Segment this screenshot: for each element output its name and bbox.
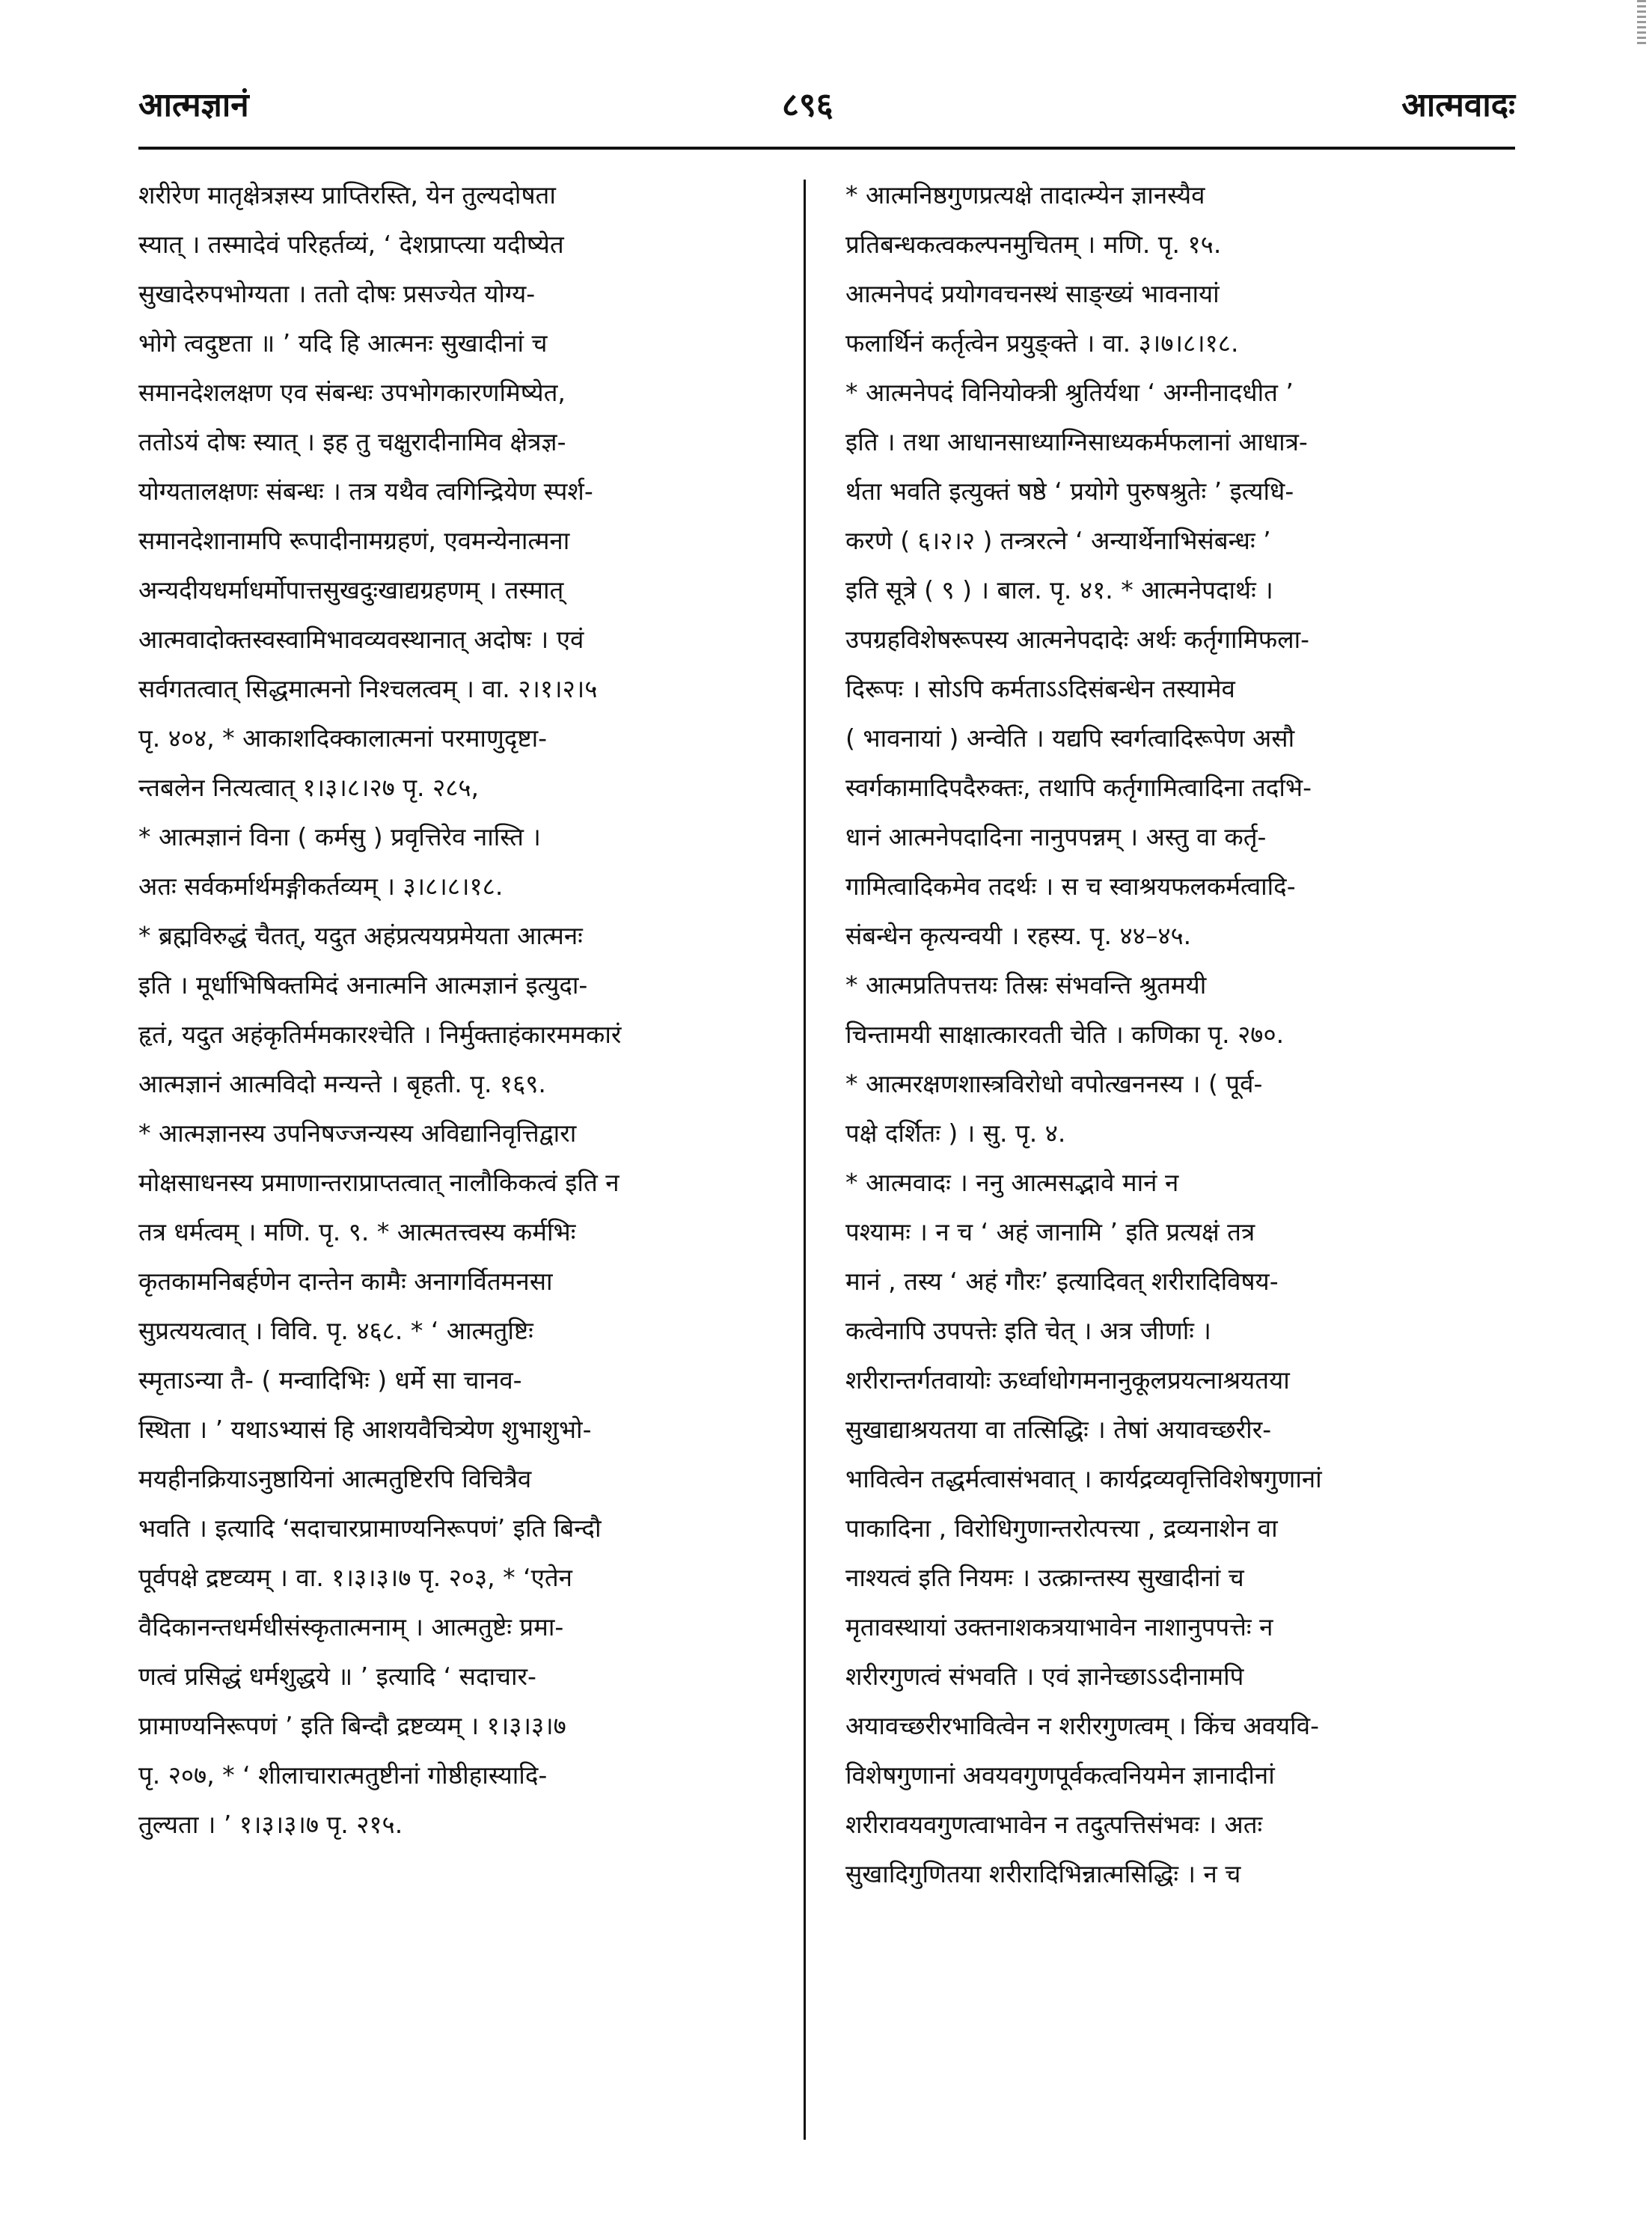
text-line: अतः सर्वकर्मार्थमङ्गीकर्तव्यम् । ३।८।८।१८. [138, 872, 504, 901]
text-line: तत्र धर्मत्वम् । मणि. पृ. ९. * आत्मतत्त्वस्य कर्मभिः [138, 1217, 576, 1246]
text-line: दिरूपः । सोऽपि कर्मताऽऽदिसंबन्धेन तस्यामेव [845, 674, 1235, 703]
text-line: धानं आत्मनेपदादिना नानुपपन्नम् । अस्तु वा कर्तृ- [845, 822, 1267, 851]
text-line: मोक्षसाधनस्य प्रमाणान्तराप्राप्तत्वात् नालौकिकत्वं इति न [138, 1168, 620, 1197]
text-line: अयावच्छरीरभावित्वेन न शरीरगुणत्वम् । किंच अवयवि- [845, 1711, 1319, 1740]
header-left-word: आत्मज्ञानं [138, 86, 249, 124]
text-line: पृ. ४०४, * आकाशदिक्कालात्मनां परमाणुदृष्टा- [138, 723, 548, 753]
text-line: शरीरान्तर्गतवायोः ऊर्ध्वाधोगमनानुकूलप्रयत्नाश्रयतया [845, 1365, 1290, 1395]
text-line: * आत्मज्ञानस्य उपनिषज्जन्यस्य अविद्यानिवृत्तिद्वारा [138, 1119, 577, 1148]
text-line: मृतावस्थायां उक्तनाशकत्रयाभावेन नाशानुपपत्तेः न [845, 1612, 1273, 1641]
left-column [138, 171, 804, 1849]
text-line: चिन्तामयी साक्षात्कारवती चेति । कणिका पृ. २७०. [845, 1020, 1285, 1049]
text-line: इति । मूर्धाभिषिक्तमिदं अनात्मनि आत्मज्ञानं इत्युदा- [138, 970, 588, 1000]
header-right-word: आत्मवादः [1401, 86, 1515, 124]
text-line: स्थिता । ’ यथाऽभ्यासं हि आशयवैचित्र्येण शुभाशुभो- [138, 1415, 592, 1444]
text-line: सुखादेरुपभोग्यता । ततो दोषः प्रसज्येत योग्य- [138, 279, 536, 308]
text-line: * आत्मनिष्ठगुणप्रत्यक्षे तादात्म्येन ज्ञानस्यैव [845, 180, 1205, 209]
text-line: प्रामाण्यनिरूपणं ’ इति बिन्दौ द्रष्टव्यम् । १।३।३।७ [138, 1711, 566, 1740]
text-line: मयहीनक्रियाऽनुष्ठायिनां आत्मतुष्टिरपि विचित्रैव [138, 1464, 532, 1493]
text-line: स्वर्गकामादिपदैरुक्तः, तथापि कर्तृगामित्वादिना तदभि- [845, 773, 1312, 802]
column-divider [804, 180, 806, 2140]
text-line: नाश्यत्वं इति नियमः । उत्क्रान्तस्य सुखादीनां च [845, 1563, 1244, 1592]
text-line: सुप्रत्ययत्वात् । विवि. पृ. ४६८. * ‘ आत्मतुष्टिः [138, 1316, 533, 1345]
text-line: शरीरावयवगुणत्वाभावेन न तदुत्पत्तिसंभवः । अतः [845, 1810, 1263, 1839]
text-line: सर्वगतत्वात् सिद्धमात्मनो निश्चलत्वम् । वा. २।१।२।५ [138, 674, 598, 703]
text-line: ततोऽयं दोषः स्यात् । इह तु चक्षुरादीनामिव क्षेत्रज्ञ- [138, 427, 566, 456]
text-line: भावित्वेन तद्धर्मत्वासंभवात् । कार्यद्रव्यवृत्तिविशेषगुणानां [845, 1464, 1322, 1493]
scan-edge-mark [1637, 0, 1646, 45]
text-line: अन्यदीयधर्माधर्मोपात्तसुखदुःखाद्यग्रहणम् । तस्मात् [138, 575, 564, 605]
text-line: आत्मवादोक्तस्वस्वामिभावव्यवस्थानात् अदोषः । एवं [138, 625, 584, 654]
text-line: कत्वेनापि उपपत्तेः इति चेत् । अत्र जीर्णाः । [845, 1316, 1211, 1345]
text-line: योग्यतालक्षणः संबन्धः । तत्र यथैव त्वगिन्द्रियेण स्पर्श- [138, 477, 593, 506]
text-line: आत्मनेपदं प्रयोगवचनस्थं साङ्ख्यं भावनायां [845, 279, 1220, 308]
right-column [845, 171, 1515, 1899]
page-number: ८९६ [782, 86, 833, 124]
text-line: इति सूत्रे ( ९ ) । बाल. पृ. ४१. * आत्मनेपदार्थः । [845, 575, 1273, 605]
text-line: फलार्थिनं कर्तृत्वेन प्रयुङ्क्ते । वा. ३।७।८।१८. [845, 328, 1239, 358]
text-line: वैदिकानन्तधर्मधीसंस्कृतात्मनाम् । आत्मतुष्टेः प्रमा- [138, 1612, 564, 1641]
text-line: विशेषगुणानां अवयवगुणपूर्वकत्वनियमेन ज्ञानादीनां [845, 1760, 1275, 1790]
text-line: सुखाद्याश्रयतया वा तत्सिद्धिः । तेषां अयावच्छरीर- [845, 1415, 1272, 1444]
text-line: * आत्मज्ञानं विना ( कर्मसु ) प्रवृत्तिरेव नास्ति । [138, 822, 541, 851]
text-line: पाकादिना , विरोधिगुणान्तरोत्पत्त्या , द्रव्यनाशेन वा [845, 1514, 1278, 1543]
text-line: प्रतिबन्धकत्वकल्पनमुचितम् । मणि. पृ. १५. [845, 230, 1222, 259]
text-line: शरीरेण मातृक्षेत्रज्ञस्य प्राप्तिरस्ति, येन तुल्यदोषता [138, 180, 556, 209]
text-line: स्मृताऽन्या तै- ( मन्वादिभिः ) धर्मे सा चानव- [138, 1365, 522, 1395]
text-line: समानदेशलक्षण एव संबन्धः उपभोगकारणमिष्येत, [138, 378, 566, 407]
text-line: पश्यामः । न च ‘ अहं जानामि ’ इति प्रत्यक्षं तत्र [845, 1217, 1255, 1246]
text-line: पूर्वपक्षे द्रष्टव्यम् । वा. १।३।३।७ पृ. २०३, * ‘एतेन [138, 1563, 572, 1592]
text-line: न्तबलेन नित्यत्वात् १।३।८।२७ पृ. २८५, [138, 773, 480, 802]
text-line: कृतकामनिबर्हणेन दान्तेन कामैः अनागर्वितमनसा [138, 1267, 553, 1296]
text-line: * आत्मवादः । ननु आत्मसद्भावे मानं न [845, 1168, 1179, 1197]
text-line: पृ. २०७, * ‘ शीलाचारात्मतुष्टीनां गोष्ठीहास्यादि- [138, 1760, 548, 1790]
text-line: तुल्यता । ’ १।३।३।७ पृ. २१५. [138, 1810, 403, 1839]
text-line: * आत्मरक्षणशास्त्रविरोधो वपोत्खननस्य । ( पूर्व- [845, 1069, 1263, 1098]
text-line: णत्वं प्रसिद्धं धर्मशुद्धये ॥ ’ इत्यादि ‘ सदाचार- [138, 1662, 536, 1691]
text-line: ( भावनायां ) अन्वेति । यद्यपि स्वर्गत्वादिरूपेण असौ [845, 723, 1295, 753]
text-line: पक्षे दर्शितः ) । सु. पृ. ४. [845, 1119, 1066, 1148]
header-rule [138, 147, 1515, 150]
text-line: उपग्रहविशेषरूपस्य आत्मनेपदादेः अर्थः कर्तृगामिफला- [845, 625, 1310, 654]
text-line: स्यात् । तस्मादेवं परिहर्तव्यं, ‘ देशप्राप्त्या यदीष्येत [138, 230, 564, 259]
text-line: मानं , तस्य ‘ अहं गौरः’ इत्यादिवत् शरीरादिविषय- [845, 1267, 1279, 1296]
text-line: * ब्रह्मविरुद्धं चैतत्, यदुत अहंप्रत्ययप्रमेयता आत्मनः [138, 921, 583, 950]
text-line: * आत्मनेपदं विनियोक्त्री श्रुतिर्यथा ‘ अग्नीनादधीत ’ [845, 378, 1294, 407]
text-line: सुखादिगुणितया शरीरादिभिन्नात्मसिद्धिः । न च [845, 1859, 1241, 1888]
text-line: करणे ( ६।२।२ ) तन्त्ररत्ने ‘ अन्यार्थेनाभिसंबन्धः ’ [845, 526, 1271, 555]
text-line: आत्मज्ञानं आत्मविदो मन्यन्ते । बृहती. पृ. १६९. [138, 1069, 546, 1098]
text-line: र्थता भवति इत्युक्तं षष्ठे ‘ प्रयोगे पुरुषश्रुतेः ’ इत्यधि- [845, 477, 1294, 506]
text-line: गामित्वादिकमेव तदर्थः । स च स्वाश्रयफलकर्मत्वादि- [845, 872, 1296, 901]
page-header [138, 73, 1515, 133]
text-line: भवति । इत्यादि ‘सदाचारप्रामाण्यनिरूपणं’ इति बिन्दौ [138, 1514, 602, 1543]
text-line: हृतं, यदुत अहंकृतिर्ममकारश्चेति । निर्मुक्ताहंकारममकारं [138, 1020, 622, 1049]
text-line: * आत्मप्रतिपत्तयः तिस्रः संभवन्ति श्रुतमयी [845, 970, 1207, 1000]
text-line: इति । तथा आधानसाध्याग्निसाध्यकर्मफलानां आधात्र- [845, 427, 1308, 456]
text-line: शरीरगुणत्वं संभवति । एवं ज्ञानेच्छाऽऽदीनामपि [845, 1662, 1244, 1691]
text-line: भोगे त्वदुष्टता ॥ ’ यदि हि आत्मनः सुखादीनां च [138, 328, 548, 358]
text-line: संबन्धेन कृत्यन्वयी । रहस्य. पृ. ४४–४५. [845, 921, 1192, 950]
text-line: समानदेशानामपि रूपादीनामग्रहणं, एवमन्येनात्मना [138, 526, 570, 555]
